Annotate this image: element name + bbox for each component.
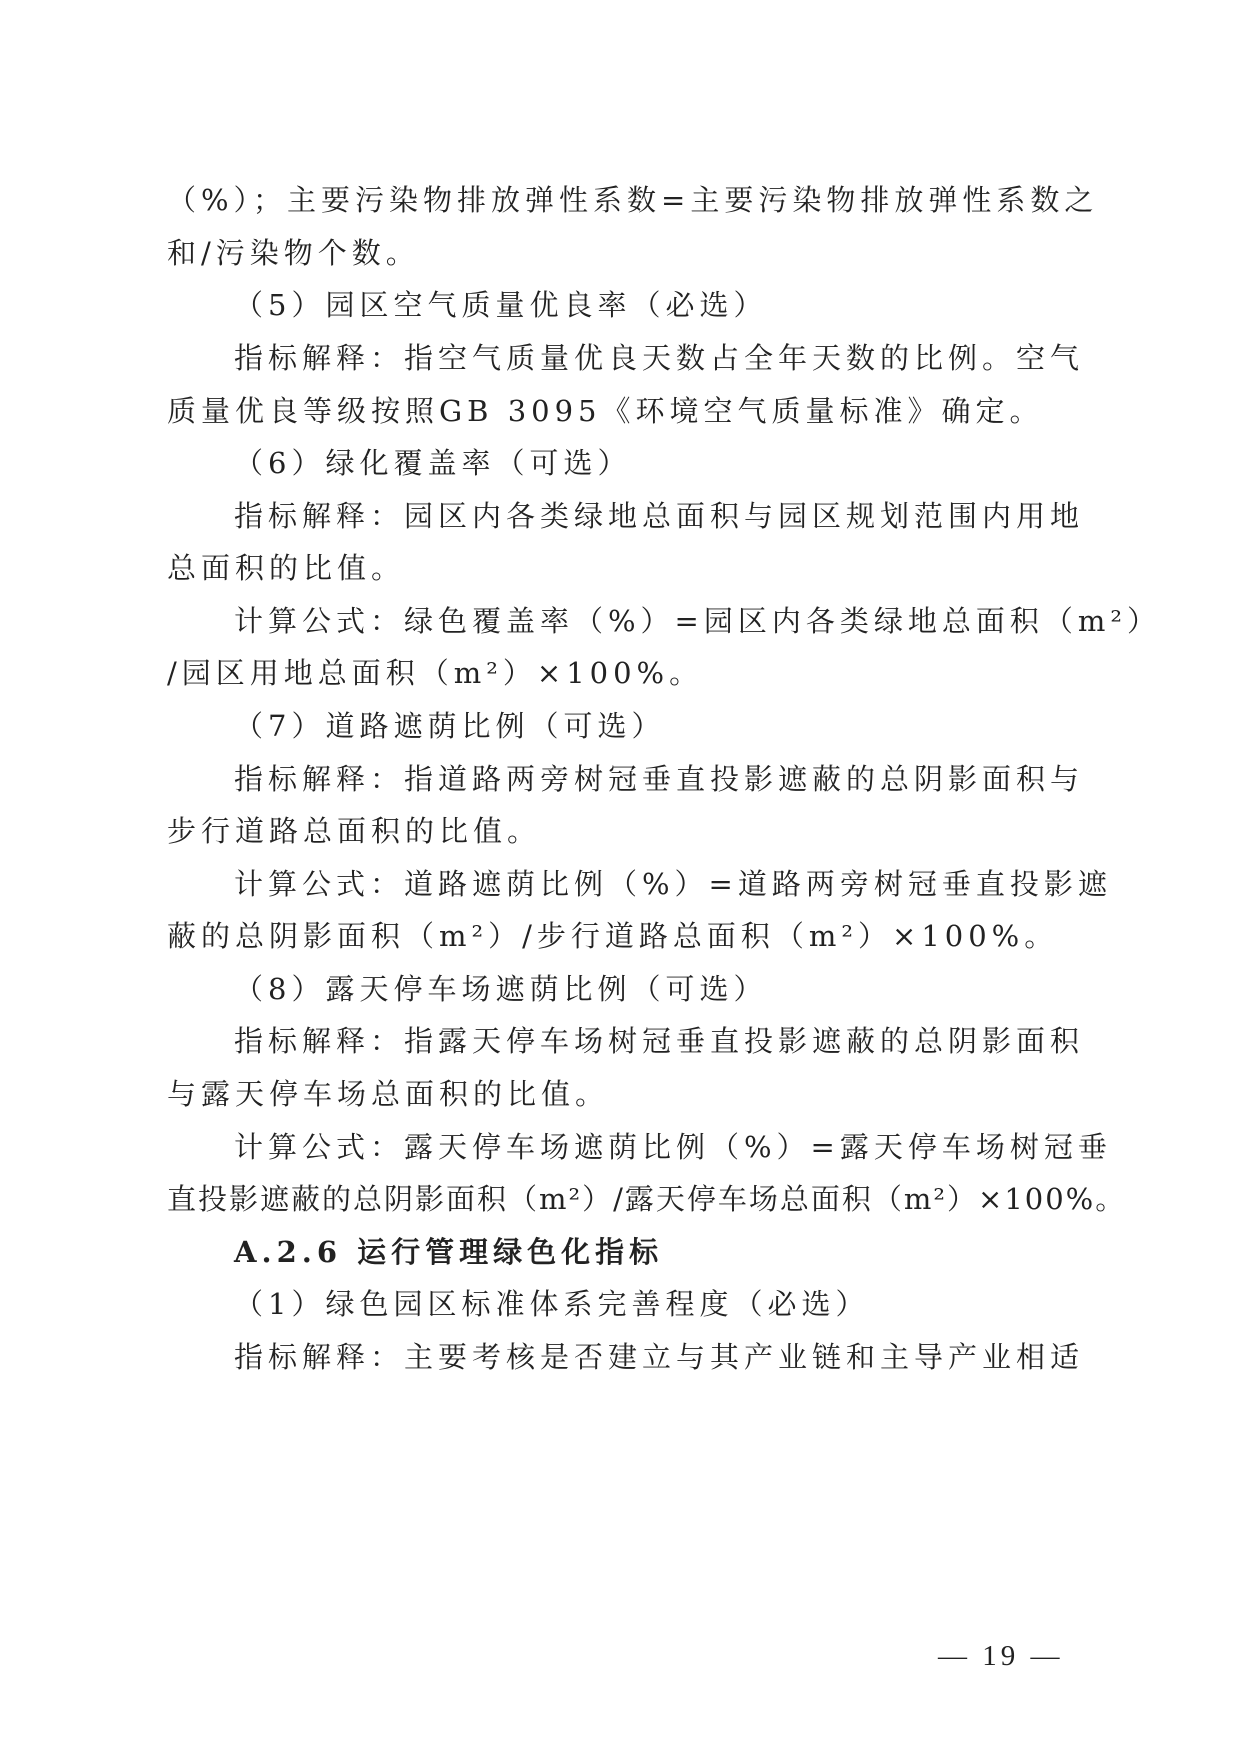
paragraph-line: 与露天停车场总面积的比值。: [167, 1077, 610, 1111]
formula-line: 蔽的总阴影面积（m²）/步行道路总面积（m²）×100%。: [167, 919, 1059, 953]
formula-line: 计算公式：绿色覆盖率（%）=园区内各类绿地总面积（m²）: [234, 604, 1161, 638]
section-heading-a26: A.2.6 运行管理绿色化指标: [234, 1235, 664, 1269]
paragraph-line: 指标解释：指露天停车场树冠垂直投影遮蔽的总阴影面积: [234, 1024, 1085, 1058]
section-title-7: （7）道路遮荫比例（可选）: [234, 709, 666, 743]
section-title-5: （5）园区空气质量优良率（必选）: [234, 288, 768, 322]
section-title-8: （8）露天停车场遮荫比例（可选）: [234, 972, 768, 1006]
paragraph-line: 质量优良等级按照GB 3095《环境空气质量标准》确定。: [167, 394, 1044, 428]
formula-line: /园区用地总面积（m²）×100%。: [167, 656, 704, 690]
paragraph-line: 指标解释：指空气质量优良天数占全年天数的比例。空气: [234, 341, 1085, 375]
paragraph-line: 指标解释：指道路两旁树冠垂直投影遮蔽的总阴影面积与: [234, 762, 1085, 796]
paragraph-line: 指标解释：园区内各类绿地总面积与园区规划范围内用地: [234, 499, 1085, 533]
paragraph-line: （%）；主要污染物排放弹性系数=主要污染物排放弹性系数之: [167, 183, 1099, 217]
section-title-6: （6）绿化覆盖率（可选）: [234, 446, 632, 480]
page-number: — 19 —: [938, 1640, 1064, 1672]
section-title-1: （1）绿色园区标准体系完善程度（必选）: [234, 1287, 870, 1321]
formula-line: 计算公式：露天停车场遮荫比例（%）=露天停车场树冠垂: [234, 1130, 1112, 1164]
paragraph-line: 总面积的比值。: [167, 551, 406, 585]
formula-line: 计算公式：道路遮荫比例（%）=道路两旁树冠垂直投影遮: [234, 867, 1112, 901]
paragraph-line: 步行道路总面积的比值。: [167, 814, 542, 848]
formula-line: 直投影遮蔽的总阴影面积（m²）/露天停车场总面积（m²）×100%。: [167, 1182, 1127, 1216]
paragraph-line: 和/污染物个数。: [167, 236, 420, 270]
paragraph-line: 指标解释：主要考核是否建立与其产业链和主导产业相适: [234, 1340, 1085, 1374]
